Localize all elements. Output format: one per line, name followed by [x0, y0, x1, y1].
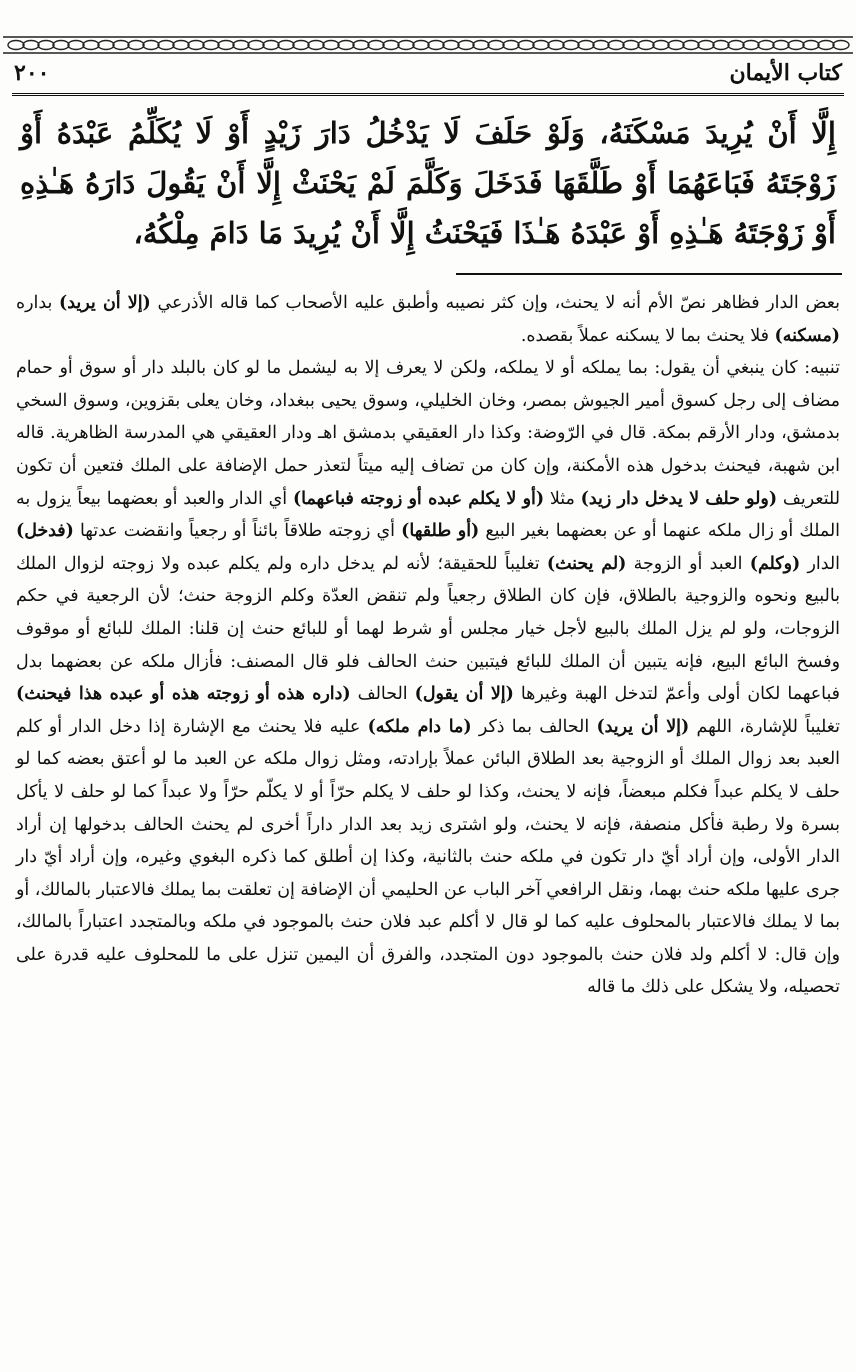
- page-number: ٢٠٠: [14, 60, 50, 86]
- header-rule: [12, 93, 844, 96]
- commentary-paragraph-2: [16, 352, 840, 1004]
- quoted-matn: (أو طلقها): [401, 521, 480, 542]
- quoted-matn: (إلا أن يريد): [596, 716, 690, 737]
- quoted-matn: (ولو حلف لا يدخل دار زيد): [580, 488, 778, 509]
- commentary-text: عليه فلا يحنث مع الإشارة إذا دخل الدار أو كلم العبد بعد زوال الملك أو الزوجية بعد الطلاق البائن عملاً بإرادته، ومثل زوال ملكه عن العبد ما لو أعتق بعضه كما لو حلف لا يكلم عبداً فكلم مبعضاً، فإنه لا يحنث، وكذا لو حلف لا يكلم حرّاً أو لا يكلّم حرّاً ولا عبداً كما لو حلف لا يأكل بسرة ولا رطبة فأكل منصفة، فإنه لا يحنث، ولو اشترى زيد بعد الدار داراً أخرى لم يحنث الحالف بدخولها إن أراد الدار الأولى، وإن أراد أيّ دار تكون في ملكه حنث بالثانية، وكذا إن أطلق كما ذكره البغوي وغيره، وإن أراد أيّ دار جرى عليها ملكه حنث بهما، ونقل الرافعي آخر الباب عن الحليمي أن الإضافة إن تعلقت بما يملك فالاعتبار بالمالك، أو بما لا يملك فالاعتبار بالمحلوف عليه كما لو قال لا أكلم عبد فلان حنث بالموجود في ملكه وبالمتجدد اعتباراً بالمالك، وإن قال: لا أكلم ولد فلان حنث بالموجود دون المتجدد، والفرق أن اليمين تنزل على ما للمحلوف عليه قدرة على تحصيله، ولا يشكل على ذلك ما قاله: [15, 716, 841, 998]
- quoted-matn: (ما دام ملكه): [367, 716, 472, 737]
- quoted-matn: (أو لا يكلم عبده أو زوجته فباعهما): [292, 488, 545, 509]
- commentary-text: تغليباً للإشارة، اللهم: [689, 716, 840, 737]
- commentary-text: بداره: [16, 293, 60, 313]
- footnote-separator: [456, 273, 842, 275]
- commentary-text: تغليباً للحقيقة؛ لأنه لم يدخل داره ولم يكلم عبده ولا زوجته لزوال الملك بالبيع ونحوه والزوجية بالطلاق، فإن كان الطلاق رجعياً ولم تنقض العدّة وكلم الزوجة حنث؛ لأن الرجعية في حكم الزوجات، ولو لم يزل الملك بالبيع لأجل خيار مجلس أو شرط لهما أو للبائع حنث إن قلنا: الملك للبائع أو موقوف وفسخ البائع البيع، فإنه يتبين أن الملك للبائع فيتبين حنث الحالف فلو قال المصنف: فأزال ملكه عن بعضهما بدل فباعهما لكان أولى وأعمّ لتدخل الهبة وغيرها: [16, 553, 840, 705]
- commentary-text: العبد أو الزوجة: [626, 553, 750, 574]
- commentary: [16, 287, 840, 1004]
- commentary-text: الحالف: [350, 684, 415, 705]
- main-text: [20, 108, 836, 258]
- quoted-matn: (وكلم): [749, 553, 801, 574]
- commentary-text: بعض الدار فظاهر نصّ الأم أنه لا يحنث، وإن كثر نصيبه وأطبق عليه الأصحاب كما قاله الأذرعي: [150, 293, 840, 313]
- commentary-text: مثلا: [544, 488, 581, 509]
- quoted-matn: (لم يحنث): [546, 553, 627, 574]
- commentary-text: تنبيه: كان ينبغي أن يقول: بما يملكه أو لا يملكه، ولكن لا يعرف إلا به ليشمل ما لو كان بالبلد دار أو سوق أو حمام مضاف إلى رجل كسوق أمير الجيوش بمصر، وخان الخليلي، وسوق يحيى ببغداد، وخان يعلى بقزوين، وسوق السخي بدمشق، ودار الأرقم بمكة. قال في الرّوضة: وكذا دار العقيقي بدمشق اهـ ودار العقيقي هي المدرسة الظاهرية. قاله ابن شهبة، فيحنث بدخول هذه الأمكنة، وإن كان من تضاف إليه ميتاً لتعذر حمل الإضافة على الملك فتعين أن تكون للتعريف: [16, 358, 840, 509]
- commentary-text: أي زوجته طلاقاً بائناً أو رجعياً وانقضت عدتها: [73, 521, 402, 542]
- quoted-matn: (داره هذه أو زوجته هذه أو عبده هذا فيحنث): [16, 684, 351, 705]
- running-head: [14, 56, 842, 90]
- matn-paragraph: إِلَّا أَنْ يُرِيدَ مَسْكَنَهُ، وَلَوْ حَلَفَ لَا يَدْخُلُ دَارَ زَيْدٍ أَوْ لَا يُكَلِّمُ عَبْدَهُ أَوْ زَوْجَتَهُ فَبَاعَهُمَا أَوْ طَلَّقَهَا فَدَخَلَ وَكَلَّمَ لَمْ يَحْنَثْ إِلَّا أَنْ يَقُولَ دَارَهُ هَـٰذِهِ أَوْ زَوْجَتَهُ هَـٰذِهِ أَوْ عَبْدَهُ هَـٰذَا فَيَحْنَثُ إِلَّا أَنْ يُرِيدَ مَا دَامَ مِلْكُهُ،: [20, 116, 836, 250]
- commentary-text: فلا يحنث بما لا يسكنه عملاً بقصده.: [520, 325, 775, 346]
- quoted-matn: (مسكنه): [774, 325, 840, 346]
- commentary-paragraph-1: [16, 287, 840, 352]
- quoted-matn: (إلا أن يريد): [59, 293, 151, 313]
- quoted-matn: (فدخل): [16, 521, 74, 542]
- quoted-matn: (إلا أن يقول): [414, 684, 514, 705]
- commentary-text: الحالف بما ذكر: [471, 716, 597, 737]
- book-title: كتاب الأيمان: [729, 60, 842, 86]
- commentary-text: الدار: [800, 553, 840, 574]
- commentary-text: أي الدار والعبد أو بعضهما بيعاً يزول به الملك أو زال ملكه عنهما أو عن بعضهما بغير البيع: [16, 488, 841, 542]
